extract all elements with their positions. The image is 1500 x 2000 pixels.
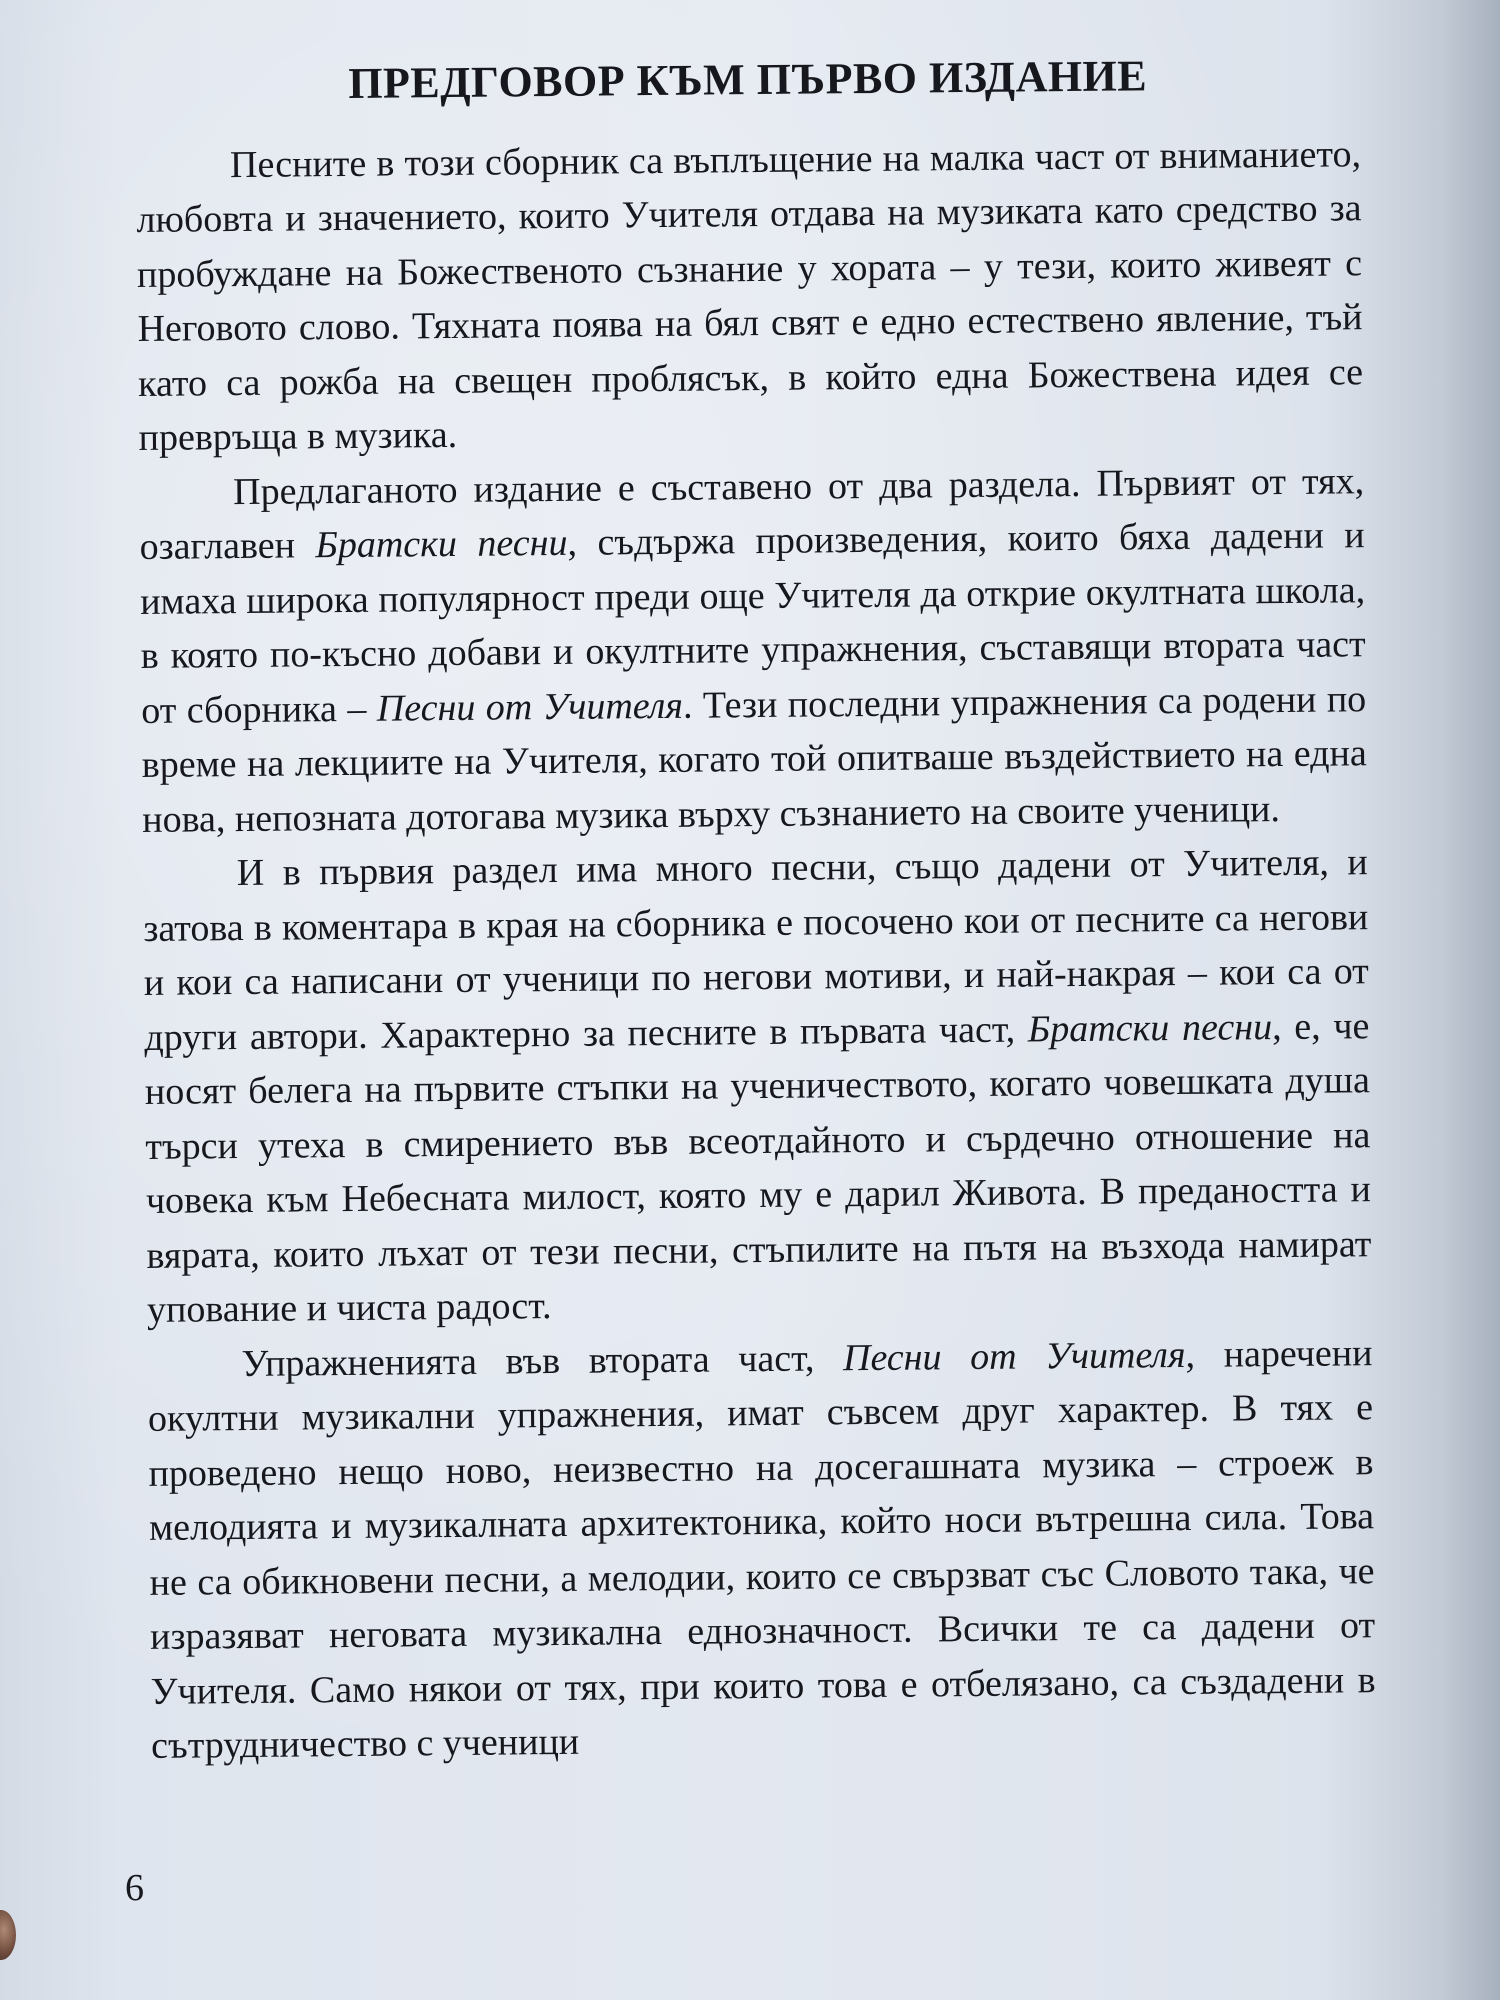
paragraph-2-text-a: Предлаганото издание е съставено от два раздела. Първият от тях, озаглавен: [139, 460, 1365, 569]
paragraph-4-text-c: , наречени окултни музикални упражнения, имат съвсем друг характер. В тях е проведено нещо ново, неизвестно на досегашната музика – строеж в мелодията и музикалната архитектоника, който носи вътрешна сила. Това не са обикновени песни, а мелодии, които се свързват със Словото така, че изразяват неговата музикална еднозначност. Всички те са дадени от Учителя. Само някои от тях, при които това е отбелязано, са създадени в сътрудничество с ученици: [147, 1331, 1376, 1768]
paragraph-1: [136, 127, 1364, 466]
paragraph-3-text-a: И в първия раздел има много песни, също дадени от Учителя, и затова в коментара в края на сборника е посочено кои от песните са негови и кои са написани от ученици по негови мотиви, и най-накрая – кои са от други автори. Характерно за песните в първата част,: [143, 841, 1370, 1059]
italic-title-pesni-ot-uchitelya: Песни от Учителя: [376, 684, 684, 730]
page-title: ПРЕДГОВОР КЪМ ПЪРВО ИЗДАНИЕ: [348, 51, 1148, 108]
paragraph-1-text: Песните в този сборник са въплъщение на малка част от вниманието, любовта и значението, които Учителя отдава на музиката като средство за пробуждане на Божественото съзнание у хората – у тези, които живеят с Неговото слово. Тяхната поява на бял свят е едно естествено явление, тъй като са рожба на свещен проблясък, в който една Божествена идея се превръща в музика.: [136, 133, 1364, 460]
paragraph-3-text-c: , е, че носят белега на първите стъпки на ученичеството, когато човешката душа търси утеха в смирението във всеотдайното и сърдечно отношение на човека към Небесната милост, която му е дарил Живота. В предаността и вярата, които лъхат от тези песни, стъпилите на пътя на възхода намират упование и чиста радост.: [144, 1004, 1372, 1332]
paragraph-4: [147, 1326, 1376, 1774]
paragraph-3: [143, 836, 1373, 1338]
paragraph-2: [139, 454, 1368, 847]
italic-title-bratski-pesni: Братски песни: [1027, 1005, 1273, 1051]
paragraph-4-text-a: Упражненията във втората част,: [241, 1337, 844, 1385]
page-content: [135, 48, 1376, 1773]
paragraph-2-text-e: . Тези последни упражнения са родени по време на лекциите на Учителя, когато той опитваше въздействието на една нова, непозната дотогава музика върху съзнанието на своите ученици.: [141, 678, 1367, 841]
binder-ring: [0, 1910, 16, 1960]
paragraph-2-text-c: , съдържа произведения, които бяха дадени и имаха широка популярност преди още Учителя да открие окултната школа, в която по-късно добави и окултните упражнения, съставящи втората част от сборника –: [139, 514, 1366, 732]
page-number: 6: [125, 1867, 144, 1909]
italic-title-pesni-ot-uchitelya: Песни от Учителя: [842, 1333, 1186, 1380]
italic-title-bratski-pesni: Братски песни: [315, 522, 568, 567]
